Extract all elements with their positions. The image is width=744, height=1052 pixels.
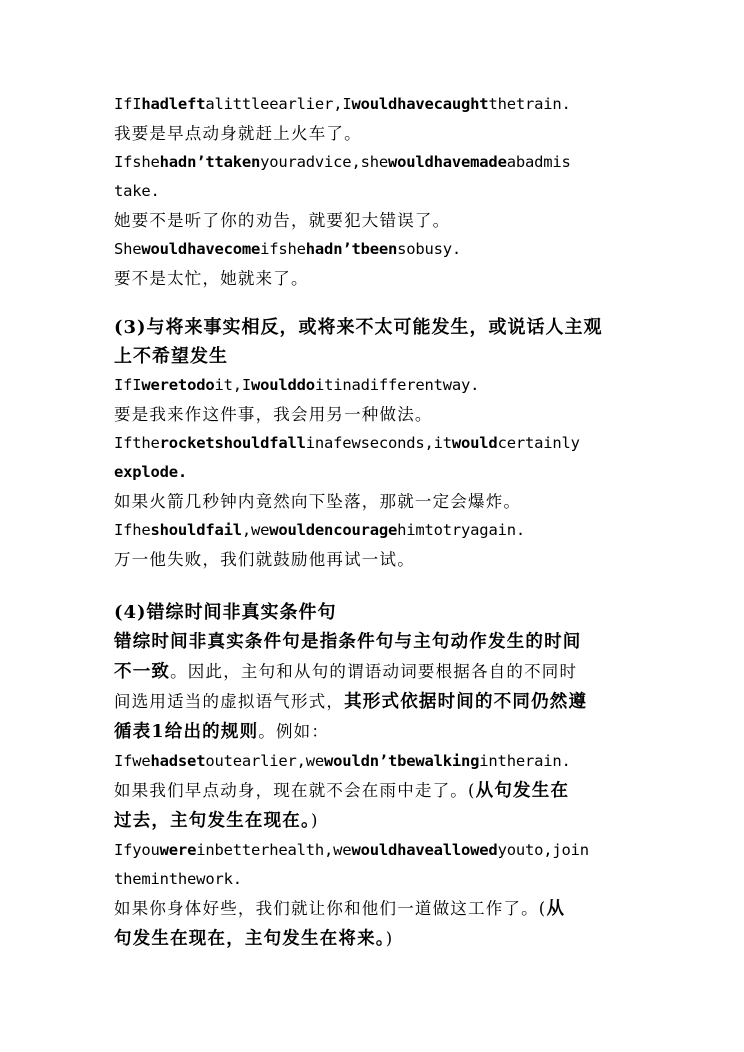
section-heading: (3)与将来事实相反，或将来不太可能发生，或说话人主观 bbox=[114, 317, 603, 338]
document-page bbox=[114, 90, 634, 954]
section-heading: (4)错综时间非真实条件句 bbox=[114, 602, 337, 623]
example-translation-zh: 如果你身体好些，我们就让你和他们一道做这工作了。(从 bbox=[114, 899, 566, 919]
example-translation-zh: 要是我来作这件事，我会用另一种做法。 bbox=[114, 405, 433, 424]
example-translation-zh: 要不是太忙，她就来了。 bbox=[114, 269, 309, 288]
example-sentence-en: IfIhadleftalittleearlier,Iwouldhavecaughtthetrain. bbox=[114, 95, 571, 113]
example-sentence-en: Iftherocketshouldfallinafewseconds,itwouldcertainly bbox=[114, 434, 580, 452]
example-sentence-en: Shewouldhavecomeifshehadn’tbeensobusy. bbox=[114, 240, 462, 258]
example-sentence-en-cont: theminthework. bbox=[114, 870, 242, 888]
example-sentence-en: Ifheshouldfail,wewouldencouragehimtotryagain. bbox=[114, 521, 525, 539]
example-sentence-en: Ifshehadn’ttakenyouradvice,shewouldhavemadeabadmis bbox=[114, 153, 571, 171]
example-translation-zh: 我要是早点动身就赶上火车了。 bbox=[114, 124, 362, 143]
example-sentence-en: Ifyouwereinbetterhealth,wewouldhaveallowedyouto,join bbox=[114, 841, 589, 859]
paragraph-line: 错综时间非真实条件句是指条件句与主句动作发生的时间 bbox=[114, 632, 582, 652]
example-translation-zh: 万一他失败，我们就鼓励他再试一试。 bbox=[114, 550, 415, 569]
paragraph-line: 不一致。因此，主句和从句的谓语动词要根据各自的不同时 bbox=[114, 662, 578, 682]
example-sentence-en-cont: take. bbox=[114, 182, 160, 200]
example-sentence-en: Ifwehadsetoutearlier,wewouldn’tbewalkingintherain. bbox=[114, 752, 571, 770]
example-sentence-en: IfIweretodoit,Iwoulddoitinadifferentway. bbox=[114, 376, 480, 394]
paragraph-line: 间选用适当的虚拟语气形式，其形式依据时间的不同仍然遵 bbox=[114, 692, 588, 712]
example-sentence-en-cont: explode. bbox=[114, 463, 188, 481]
example-translation-zh-cont: 句发生在现在，主句发生在将来。) bbox=[114, 929, 394, 949]
paragraph-line: 循表1给出的规则。例如： bbox=[114, 722, 330, 742]
example-translation-zh: 如果我们早点动身，现在就不会在雨中走了。(从句发生在 bbox=[114, 781, 570, 801]
example-translation-zh: 她要不是听了你的劝告，就要犯大错误了。 bbox=[114, 211, 451, 230]
example-translation-zh: 如果火箭几秒钟内竟然向下坠落，那就一定会爆炸。 bbox=[114, 492, 522, 511]
section-heading-cont: 上不希望发生 bbox=[114, 346, 228, 367]
example-translation-zh-cont: 过去，主句发生在现在。) bbox=[114, 811, 319, 831]
